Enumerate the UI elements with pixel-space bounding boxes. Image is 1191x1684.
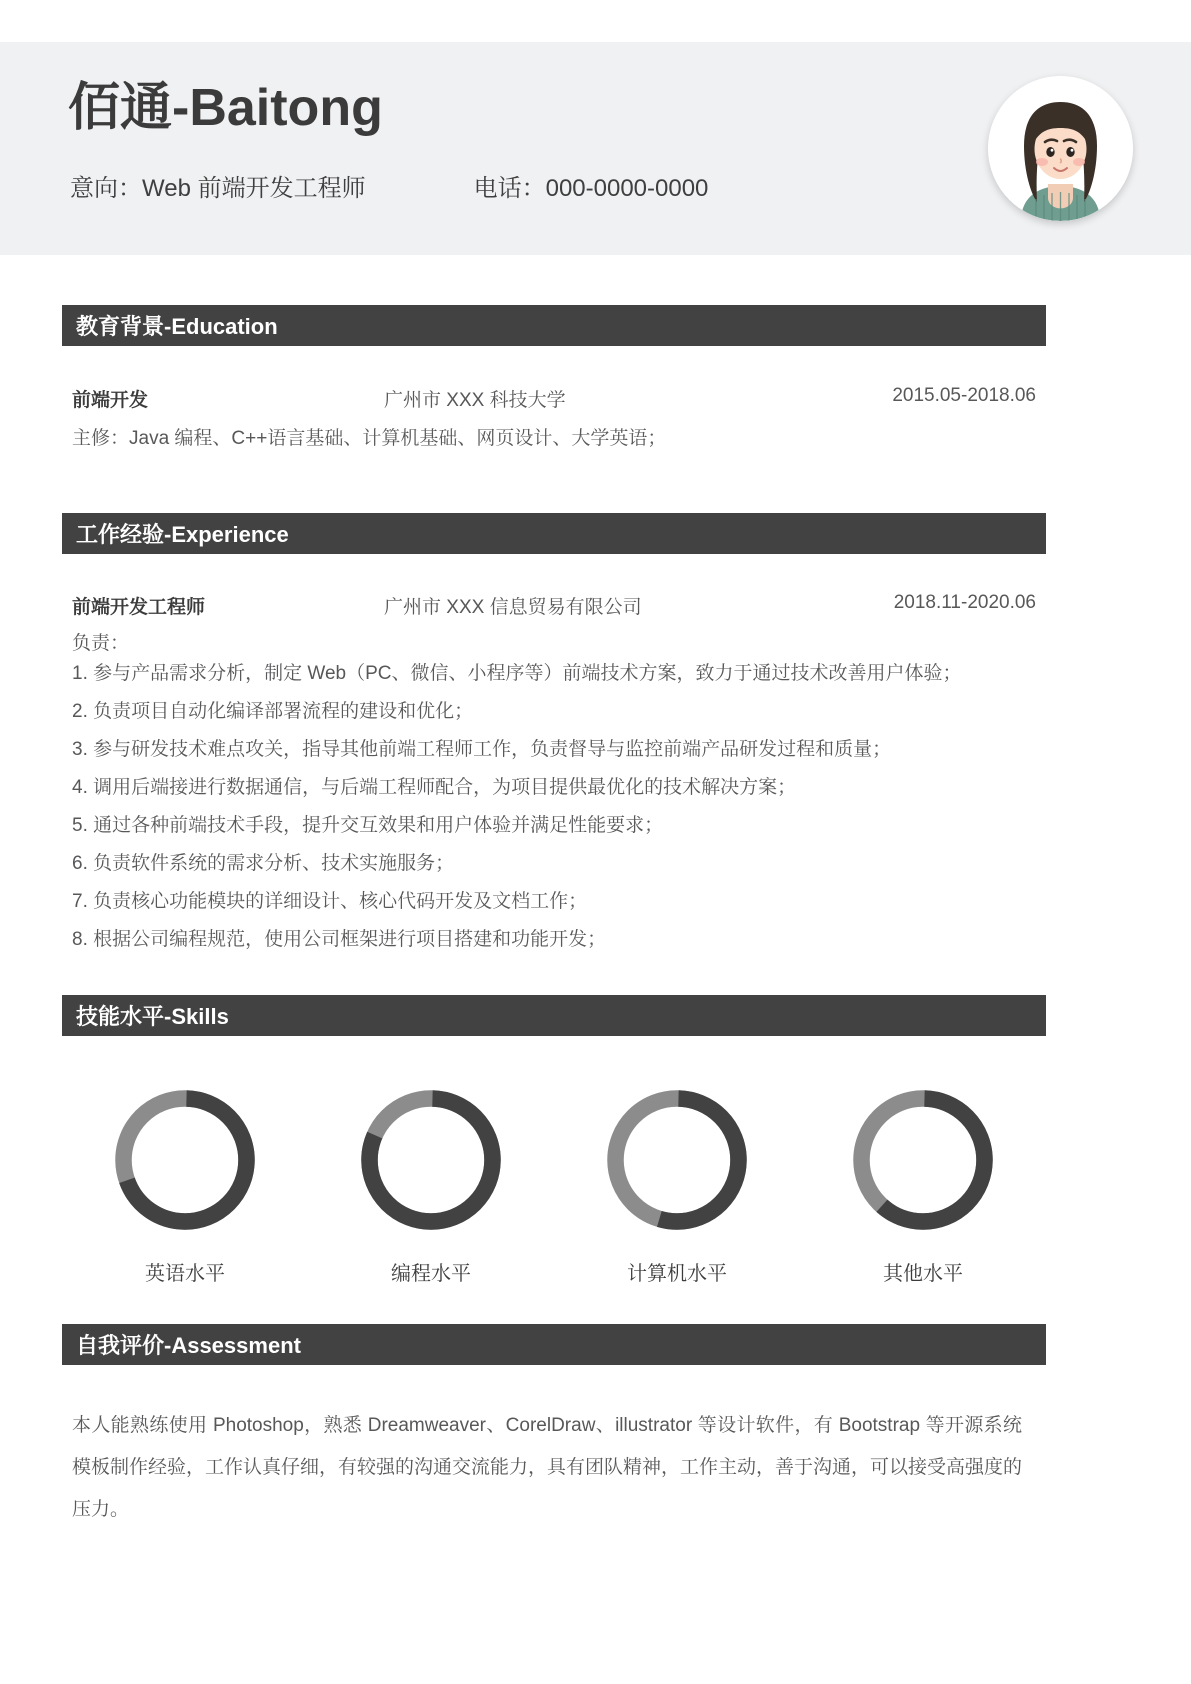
donut-chart-icon — [356, 1085, 506, 1235]
avatar-ring — [988, 76, 1133, 221]
resume-header — [0, 42, 1191, 255]
skill-gauge-2 — [554, 1085, 800, 1286]
list-item: 3. 参与研发技术难点攻关，指导其他前端工程师工作，负责督导与监控前端产品研发过程和质量； — [72, 739, 892, 760]
avatar — [988, 76, 1133, 221]
skills-chart-row — [62, 1085, 1046, 1286]
page-title: 佰通-Baitong — [68, 79, 383, 137]
education-school: 广州市 XXX 科技大学 — [384, 390, 566, 411]
experience-company: 广州市 XXX 信息贸易有限公司 — [384, 597, 642, 618]
skill-label: 英语水平 — [145, 1263, 225, 1285]
skill-gauge-0 — [62, 1085, 308, 1286]
education-entry-row — [72, 385, 1036, 412]
list-item: 8. 根据公司编程规范，使用公司框架进行项目搭建和功能开发； — [72, 929, 607, 950]
list-item: 4. 调用后端接进行数据通信，与后端工程师配合，为项目提供最优化的技术解决方案； — [72, 777, 797, 798]
list-item: 2. 负责项目自动化编译部署流程的建设和优化； — [72, 701, 474, 722]
section-title-education: 教育背景-Education — [76, 314, 278, 339]
experience-position: 前端开发工程师 — [72, 597, 206, 618]
list-item: 6. 负责软件系统的需求分析、技术实施服务； — [72, 853, 455, 874]
donut-chart-icon — [602, 1085, 752, 1235]
list-item: 7. 负责核心功能模块的详细设计、核心代码开发及文档工作； — [72, 891, 588, 912]
skill-label: 其他水平 — [883, 1263, 963, 1285]
skill-label: 编程水平 — [391, 1263, 471, 1285]
section-bar-education — [62, 305, 1046, 346]
experience-date: 2018.11-2020.06 — [893, 592, 1036, 613]
experience-entry-row — [72, 592, 1036, 619]
assessment-text: 本人能熟练使用 Photoshop，熟悉 Dreamweaver、CorelDraw、illustrator 等设计软件，有 Bootstrap 等开源系统模板制作经验，工作认真仔细，有较强的沟通交流能力，具有团队精神，工作主动，善于沟通，可以接受高强度的压力。 — [72, 1415, 1023, 1520]
phone-number: 电话：000-0000-0000 — [473, 175, 709, 202]
avatar-illustration-icon — [988, 76, 1133, 221]
job-objective: 意向：Web 前端开发工程师 — [70, 175, 366, 202]
donut-chart-icon — [110, 1085, 260, 1235]
section-title-skills: 技能水平-Skills — [76, 1004, 229, 1029]
list-item: 5. 通过各种前端技术手段，提升交互效果和用户体验并满足性能要求； — [72, 815, 664, 836]
education-courses: 主修：Java 编程、C++语言基础、计算机基础、网页设计、大学英语； — [72, 428, 667, 449]
contact-row — [70, 168, 708, 203]
duty-list — [72, 655, 1052, 959]
skill-gauge-1 — [308, 1085, 554, 1286]
section-title-assessment: 自我评价-Assessment — [76, 1333, 301, 1358]
section-title-experience: 工作经验-Experience — [76, 522, 289, 547]
skill-label: 计算机水平 — [627, 1263, 727, 1285]
section-bar-skills — [62, 995, 1046, 1036]
education-degree: 前端开发 — [72, 390, 149, 411]
skill-gauge-3 — [800, 1085, 1046, 1286]
list-item: 1. 参与产品需求分析，制定 Web（PC、微信、小程序等）前端技术方案，致力于通过技术改善用户体验； — [72, 663, 962, 684]
section-bar-assessment — [62, 1324, 1046, 1365]
duty-label: 负责： — [72, 633, 130, 654]
section-bar-experience — [62, 513, 1046, 554]
donut-chart-icon — [848, 1085, 998, 1235]
education-date: 2015.05-2018.06 — [892, 385, 1036, 406]
